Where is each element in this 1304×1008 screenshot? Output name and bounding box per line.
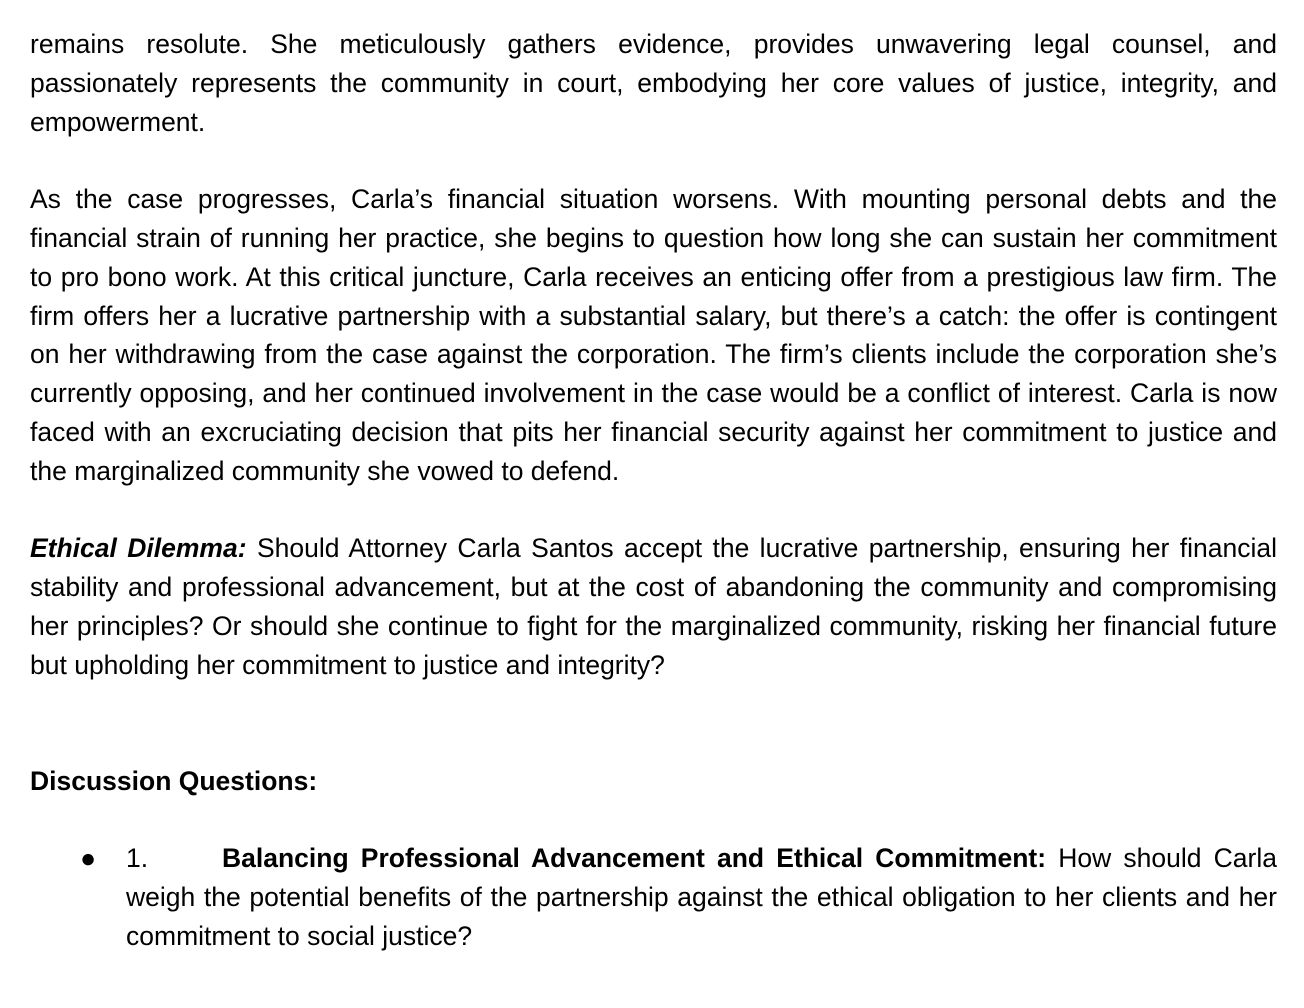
- question-text: How should Carla weigh the potential benefits of the partnership against the ethical obligation to her clients and her commitment to social justice?: [126, 843, 1277, 951]
- question-title: Balancing Professional Advancement and Ethical Commitment:: [222, 843, 1047, 874]
- paragraph-resolve: remains resolute. She meticulously gathers evidence, provides unwavering legal counsel, and passionately represents the community in court, embodying her core values of justice, integrity, and empowerment.: [30, 29, 1277, 137]
- question-number: 1.: [126, 843, 149, 874]
- paragraph-ethical-dilemma: [30, 529, 1277, 684]
- document-page: [30, 25, 1277, 956]
- section-spacer: [30, 685, 1277, 762]
- discussion-heading: Discussion Questions:: [30, 765, 318, 796]
- bullet-icon: ●: [80, 843, 97, 874]
- list-item: [30, 839, 1277, 955]
- heading-spacer: [30, 800, 1277, 839]
- paragraph-spacer: [30, 491, 1277, 530]
- paragraph-financial-situation: As the case progresses, Carla’s financial situation worsens. With mounting personal debts and the financial strain of running her practice, she begins to question how long she can sustain her commitment to pro bono work. At this critical juncture, Carla receives an enticing offer from a prestigious law firm. The firm offers her a lucrative partnership with a substantial salary, but there’s a catch: the offer is contingent on her withdrawing from the case against the corporation. The firm’s clients include the corporation she’s currently opposing, and her continued involvement in the case would be a conflict of interest. Carla is now faced with an excruciating decision that pits her financial security against her commitment to justice and the marginalized community she vowed to defend.: [30, 184, 1277, 486]
- discussion-list: [30, 839, 1277, 955]
- paragraph-spacer: [30, 141, 1277, 180]
- ethical-dilemma-text: Should Attorney Carla Santos accept the lucrative partnership, ensuring her financial stability and professional advancement, but at the cost of abandoning the community and compromising her principles? Or should she continue to fight for the marginalized community, risking her financial future but upholding her commitment to justice and integrity?: [30, 533, 1277, 680]
- ethical-dilemma-label: Ethical Dilemma:: [30, 533, 247, 564]
